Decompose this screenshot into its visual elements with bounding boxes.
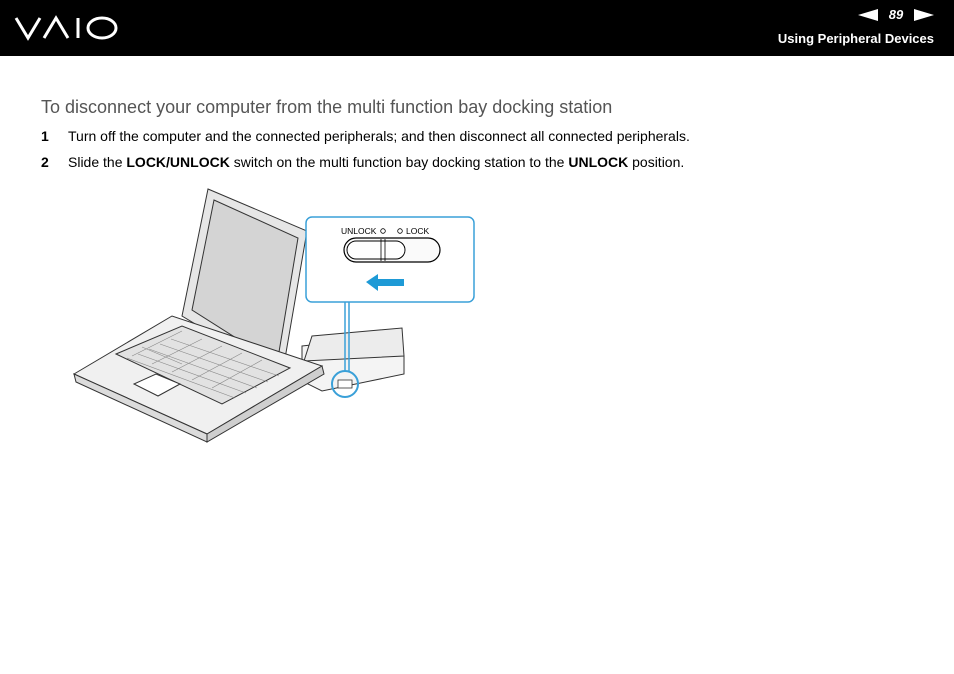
step-number: 1 — [41, 128, 49, 144]
switch-unlock-label: UNLOCK — [341, 226, 377, 236]
triangle-right-icon[interactable] — [914, 9, 934, 21]
step-keyword-lock-unlock: LOCK/UNLOCK — [126, 154, 230, 170]
docking-station-illustration — [72, 186, 482, 451]
step-item — [41, 154, 921, 171]
step-item — [41, 128, 921, 145]
step-text-part: switch on the multi function bay docking station to the — [229, 154, 569, 170]
page-number: 89 — [888, 7, 904, 22]
step-text-part: position. — [628, 154, 685, 170]
laptop-docking-illustration — [72, 186, 482, 446]
switch-lock-label: LOCK — [406, 226, 430, 236]
page-navigation — [858, 7, 934, 22]
step-number: 2 — [41, 154, 49, 170]
content-title: To disconnect your computer from the multi function bay docking station — [41, 97, 613, 117]
vaio-logo-icon — [14, 14, 122, 42]
page-header — [0, 0, 954, 56]
step-text: Turn off the computer and the connected peripherals; and then disconnect all connected peripherals. — [68, 128, 690, 144]
triangle-left-icon[interactable] — [858, 9, 878, 21]
section-title: Using Peripheral Devices — [777, 31, 934, 46]
step-text — [68, 154, 684, 171]
step-keyword-unlock: UNLOCK — [568, 154, 629, 170]
vaio-logo — [14, 14, 122, 47]
steps-list — [41, 128, 921, 180]
step-text-part: Slide the — [68, 154, 127, 170]
